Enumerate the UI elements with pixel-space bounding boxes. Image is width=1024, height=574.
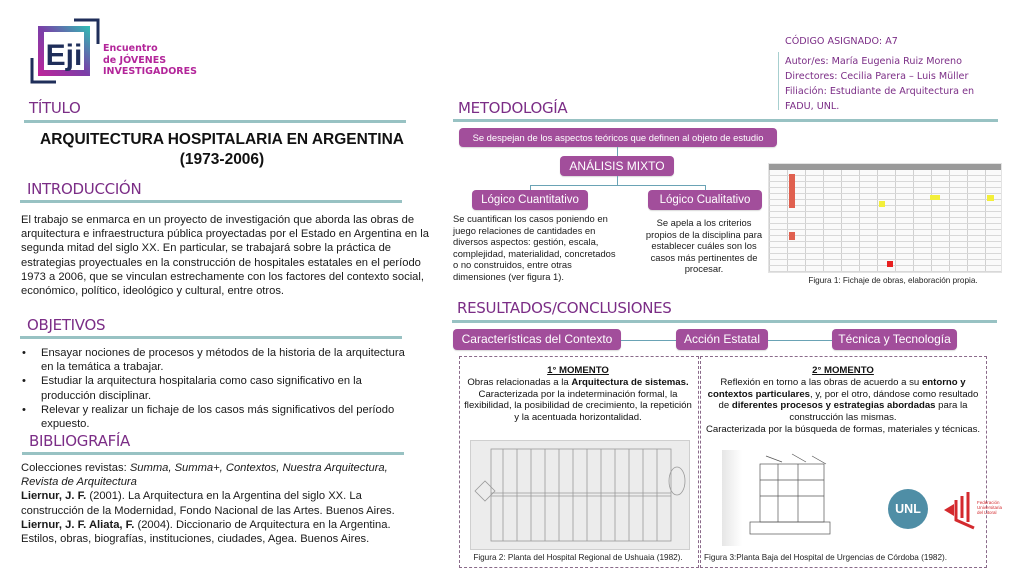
moment-2-title: 2° MOMENTO xyxy=(812,365,874,376)
introduccion-rule xyxy=(20,200,402,203)
bibliografia-text xyxy=(21,461,426,546)
resultados-rule xyxy=(452,320,997,323)
moment-2-p1 xyxy=(703,377,983,424)
moment-2-p1-a: Reflexión en torno a las obras de acuerdo a su xyxy=(720,376,922,388)
bib-ref-1 xyxy=(21,489,426,517)
poster-title-line-1: ARQUITECTURA HOSPITALARIA EN ARGENTINA xyxy=(40,131,404,148)
objetivos-rule xyxy=(20,336,402,339)
moment-1-p1 xyxy=(464,377,692,389)
figure-1-spreadsheet xyxy=(768,163,1002,273)
bibliografia-rule xyxy=(22,452,404,455)
eji-logo xyxy=(30,18,100,84)
ful-logo-mark-icon xyxy=(944,488,976,530)
unl-logo: UNL xyxy=(888,489,928,529)
moment-2-p1-e: para la construcción las mismas. xyxy=(789,400,968,424)
spreadsheet-highlight xyxy=(789,174,795,208)
bib-ref-1-author: Liernur, J. F. xyxy=(21,490,87,503)
introduccion-text: El trabajo se enmarca en un proyecto de investigación que aborda las obras de arquitectura e infraestructura pública proyectadas por el Estado en Argentina en la segunda mitad del siglo XX. En particular, se trabajará sobre la práctica de estrategias proyectuales en la construcción de hospitales estatales en el período 1973 a 2006, que se vinculan estrechamente con los factores del contexto social, económico, político, ideológico y cultural, entre otros. xyxy=(21,214,429,298)
moment-2-p1-d: diferentes procesos y estrategias abordadas xyxy=(731,400,936,412)
affiliation-line-2: FADU, UNL. xyxy=(785,101,840,112)
flow-box-tecnica: Técnica y Tecnología xyxy=(832,329,957,350)
svg-text:Eji: Eji xyxy=(45,39,83,72)
flow-arrow xyxy=(768,340,832,341)
ful-logo-text xyxy=(977,500,1002,515)
figure-3-floor-plan xyxy=(722,450,842,546)
bibliografia-heading: BIBLIOGRAFÍA xyxy=(29,432,131,450)
moment-1-p1-a: Obras relacionadas a la xyxy=(467,376,572,388)
bib-colecciones-titles: Summa, Summa+, Contextos, Nuestra Arquitectura, Revista de Arquitectura xyxy=(21,462,388,489)
flow-box-contexto: Características del Contexto xyxy=(453,329,621,350)
floor-plan-cordoba-icon xyxy=(722,450,842,546)
flow-arrow xyxy=(621,340,676,341)
poster-title-line-2: (1973-2006) xyxy=(179,151,265,168)
logo-line-2: de JÓVENES xyxy=(103,54,167,66)
bib-ref-2-author: Liernur, J. F. Aliata, F. xyxy=(21,518,135,531)
logo-line-3: INVESTIGADORES xyxy=(103,66,197,77)
bib-ref-2-text: (2004). Diccionario de Arquitectura en la Argentina. Estilos, obras, biografías, instituciones, ciudades, Agea. Buenos Aires. xyxy=(21,518,391,546)
metodologia-top-box: Se despejan de los aspectos teóricos que definen al objeto de estudio xyxy=(459,128,777,147)
flow-box-accion-estatal: Acción Estatal xyxy=(676,329,768,350)
eji-logo-text xyxy=(103,43,197,78)
meta-block xyxy=(785,54,974,114)
logico-cuantitativo-box: Lógico Cuantitativo xyxy=(472,190,588,210)
moment-1-title: 1° MOMENTO xyxy=(547,365,609,376)
connector-line xyxy=(617,147,618,156)
objetivo-item: • Ensayar nociones de procesos y métodos de la historia de la arquitectura en la temática a trabajar. xyxy=(21,346,416,374)
analisis-mixto-box: ANÁLISIS MIXTO xyxy=(560,156,674,176)
affiliation-line-1: Filiación: Estudiante de Arquitectura en xyxy=(785,86,975,97)
resultados-heading: RESULTADOS/CONCLUSIONES xyxy=(457,299,672,317)
spreadsheet-grid xyxy=(769,170,1001,272)
cuantitativo-text: Se cuantifican los casos poniendo en juego relaciones de cantidades en diversos aspectos: gestión, escala, complejidad, materialidad, concretados o no construidos, entre otras dimensiones (ver figura 1). xyxy=(453,213,616,282)
moment-2-text xyxy=(703,365,983,436)
figure-3-caption: Figura 3:Planta Baja del Hospital de Urgencias de Córdoba (1982). xyxy=(704,553,948,562)
spreadsheet-highlight xyxy=(879,201,885,207)
spreadsheet-highlight xyxy=(789,232,795,240)
figure-1-caption: Figura 1: Fichaje de obras, elaboración propia. xyxy=(808,276,978,285)
eji-logo-mark-icon xyxy=(30,18,100,84)
poster-title xyxy=(10,130,434,170)
bib-colecciones-prefix: Colecciones revistas: xyxy=(21,462,130,474)
moment-1-p2: Caracterizada por la indeterminación formal, la flexibilidad, la posibilidad de crecimiento, la repetición y la acentuada horizontalidad. xyxy=(464,388,692,424)
connector-line xyxy=(617,176,618,185)
spreadsheet-highlight xyxy=(887,261,893,267)
moment-2-p1-c: , y, por el otro, dándose como resultado de xyxy=(718,388,979,412)
bib-ref-1-text: (2001). La Arquitectura en la Argentina del siglo XX. La construcción de la Modernidad, Fondo Nacional de las Artes. Buenos Aires. xyxy=(21,490,395,517)
introduccion-heading: INTRODUCCIÓN xyxy=(27,180,142,198)
cualitativo-text: Se apela a los criterios propios de la disciplina para establecer cuáles son los casos más pertinentes de procesar. xyxy=(645,217,763,274)
objetivos-heading: OBJETIVOS xyxy=(27,316,106,334)
titulo-heading: TÍTULO xyxy=(29,99,81,117)
moment-2-p1-b: entorno y contextos particulares xyxy=(707,376,966,400)
metodologia-rule xyxy=(453,119,998,122)
moment-1-p1-b: Arquitectura de sistemas. xyxy=(571,376,689,388)
bib-colecciones xyxy=(21,461,426,489)
objetivo-item: • Estudiar la arquitectura hospitalaria como caso significativo en la producción disciplinar. xyxy=(21,374,416,402)
ful-line-1: Federación xyxy=(977,500,1000,505)
figure-2-floor-plan xyxy=(470,440,690,550)
metodologia-heading: METODOLOGÍA xyxy=(458,99,568,117)
connector-line xyxy=(530,185,705,186)
ful-line-3: del Litoral xyxy=(977,510,997,515)
spreadsheet-highlight xyxy=(930,195,940,200)
objetivos-list xyxy=(21,346,416,431)
moment-1-text xyxy=(464,365,692,424)
moment-2-p2: Caracterizada por la búsqueda de formas, materiales y técnicas. xyxy=(705,423,981,435)
spreadsheet-highlight xyxy=(987,195,994,201)
floor-plan-ushuaia-icon xyxy=(471,441,689,549)
authors: Autor/es: María Eugenia Ruiz Moreno xyxy=(785,56,962,67)
logico-cualitativo-box: Lógico Cualitativo xyxy=(648,190,762,210)
meta-divider xyxy=(778,52,779,110)
objetivo-item: • Relevar y realizar un fichaje de los casos más significativos del período expuesto. xyxy=(21,403,416,431)
logo-line-1: Encuentro xyxy=(103,43,158,54)
directors: Directores: Cecilia Parera – Luis Müller xyxy=(785,71,969,82)
ful-logo xyxy=(944,488,976,530)
titulo-rule xyxy=(24,120,406,123)
bib-ref-2 xyxy=(21,518,426,546)
assigned-code: CÓDIGO ASIGNADO: A7 xyxy=(785,36,898,47)
ful-line-2: Universitaria xyxy=(977,505,1003,510)
figure-2-caption: Figura 2: Planta del Hospital Regional de Ushuaia (1982). xyxy=(473,553,683,562)
